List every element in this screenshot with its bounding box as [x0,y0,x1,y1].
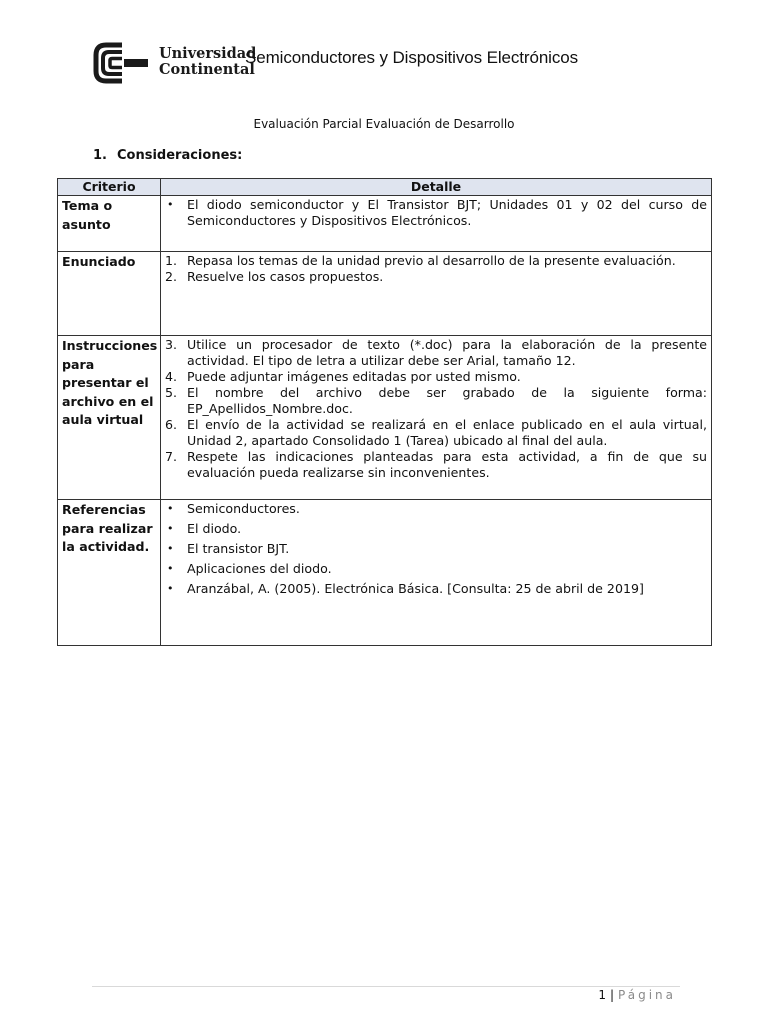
list-item-text: Respete las indicaciones planteadas para esta actividad, a fin de que su evaluación pueda realizarse sin inconvenientes. [187,449,707,480]
list-item [165,581,707,597]
list-item [165,337,707,369]
list-item [165,197,707,229]
criterio-cell: Referencias para realizar la actividad. [58,500,161,646]
list-item-text: El diodo. [187,521,242,536]
list-item-text: Utilice un procesador de texto (*.doc) para la elaboración de la presente actividad. El tipo de letra a utilizar debe ser Arial, tamaño 12. [187,337,707,368]
list-item-text: Semiconductores. [187,501,300,516]
criterio-cell: Tema o asunto [58,196,161,252]
table-row [58,336,712,500]
list-item [165,385,707,417]
course-title: Semiconductores y Dispositivos Electrónicos [245,48,579,67]
list-item [165,417,707,449]
considerations-table [57,178,712,646]
list-item [165,253,707,269]
list-item [165,501,707,517]
list-item [165,449,707,481]
page-number: 1 [598,988,606,1002]
column-header-detalle: Detalle [161,179,712,196]
university-name-line2: Continental [159,61,255,78]
list-item-text: Puede adjuntar imágenes editadas por usted mismo. [187,369,521,384]
list-item [165,521,707,537]
list-item-text: Aplicaciones del diodo. [187,561,332,576]
number-marker: 1. [165,253,178,268]
list-item-text: El diodo semiconductor y El Transistor BJT; Unidades 01 y 02 del curso de Semiconductores y Dispositivos Electrónicos. [187,197,707,228]
list-item-text: Repasa los temas de la unidad previo al desarrollo de la presente evaluación. [187,253,676,268]
list-item-text: El envío de la actividad se realizará en el enlace publicado en el aula virtual, Unidad 2, apartado Consolidado 1 (Tarea) ubicado al final del aula. [187,417,707,448]
section-title: Consideraciones: [117,148,243,163]
number-marker: 6. [165,417,178,432]
detalle-cell [161,196,712,252]
table-row [58,500,712,646]
universidad-continental-logo-icon [92,42,152,84]
list-item [165,541,707,557]
document-subtitle: Evaluación Parcial Evaluación de Desarrollo [253,117,515,131]
bullet-marker: • [167,198,174,211]
number-marker: 7. [165,449,178,464]
list-item-text: El transistor BJT. [187,541,290,556]
list-item-text: Aranzábal, A. (2005). Electrónica Básica. [Consulta: 25 de abril de 2019] [187,581,644,596]
column-header-criterio: Criterio [58,179,161,196]
list-item-text: El nombre del archivo debe ser grabado de la siguiente forma: EP_Apellidos_Nombre.doc. [187,385,707,416]
number-marker: 2. [165,269,178,284]
table-row [58,252,712,336]
number-marker: 3. [165,337,178,352]
table-header-row [58,179,712,196]
bullet-marker: • [167,582,174,595]
detalle-cell [161,500,712,646]
footer-separator: | [609,988,615,1002]
detalle-cell [161,336,712,500]
page-label: Página [618,988,676,1002]
list-item-text: Resuelve los casos propuestos. [187,269,384,284]
detalle-cell [161,252,712,336]
criterio-cell: Instrucciones para presentar el archivo en el aula virtual [58,336,161,500]
list-item [165,369,707,385]
section-heading [93,148,242,163]
university-name-line1: Universidad [159,45,257,62]
table-row [58,196,712,252]
criterio-cell: Enunciado [58,252,161,336]
list-item [165,269,707,285]
bullet-marker: • [167,502,174,515]
university-name [159,46,256,78]
bullet-marker: • [167,522,174,535]
bullet-marker: • [167,542,174,555]
list-item [165,561,707,577]
number-marker: 5. [165,385,178,400]
number-marker: 4. [165,369,178,384]
section-number: 1. [93,148,107,163]
footer-divider [92,986,680,987]
page-footer [598,988,676,1002]
bullet-marker: • [167,562,174,575]
